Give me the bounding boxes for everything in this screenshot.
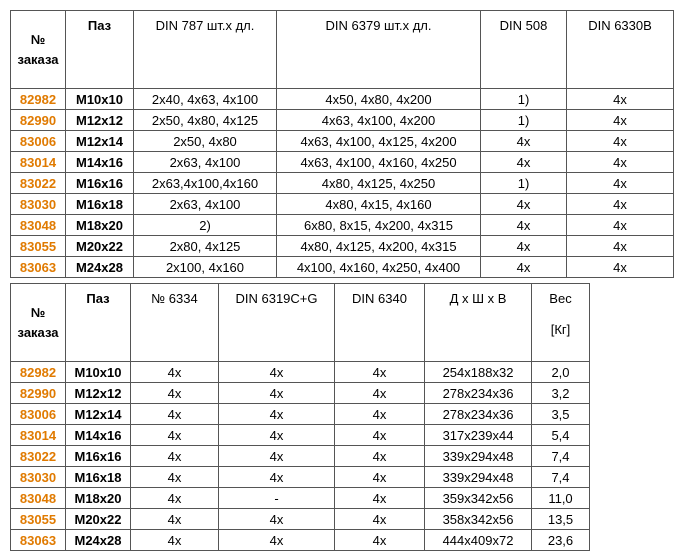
slot-cell: M20x22 — [66, 509, 131, 530]
din787-cell: 2x50, 4x80, 4x125 — [134, 110, 277, 131]
weight-cell: 7,4 — [532, 446, 590, 467]
din508-cell: 1) — [481, 89, 567, 110]
weight-unit: [Кг] — [550, 322, 571, 337]
din6319-cell: 4x — [219, 509, 335, 530]
order-code-cell: 82990 — [11, 383, 66, 404]
slot-cell: M12x14 — [66, 131, 134, 152]
order-code-cell: 83055 — [11, 509, 66, 530]
din508-cell: 1) — [481, 110, 567, 131]
order-code-cell: 83022 — [11, 446, 66, 467]
n6334-cell: 4x — [131, 383, 219, 404]
header-din6319: DIN 6319C+G — [219, 284, 335, 362]
slot-cell: M14x16 — [66, 152, 134, 173]
order-code-cell: 82990 — [11, 110, 66, 131]
order-code-cell: 83014 — [11, 425, 66, 446]
din6330b-cell: 4x — [567, 89, 674, 110]
header-din508: DIN 508 — [481, 11, 567, 89]
din6330b-cell: 4x — [567, 194, 674, 215]
order-code-cell: 83014 — [11, 152, 66, 173]
weight-cell: 3,2 — [532, 383, 590, 404]
din6379-cell: 4x80, 4x15, 4x160 — [277, 194, 481, 215]
order-code-cell: 83030 — [11, 194, 66, 215]
din6340-cell: 4x — [335, 488, 425, 509]
din508-cell: 1) — [481, 173, 567, 194]
order-code-cell: 83022 — [11, 173, 66, 194]
order-code-cell: 83048 — [11, 215, 66, 236]
order-code-cell: 82982 — [11, 362, 66, 383]
order-code-cell: 83055 — [11, 236, 66, 257]
din6319-cell: 4x — [219, 362, 335, 383]
din6340-cell: 4x — [335, 467, 425, 488]
order-code-cell: 83006 — [11, 404, 66, 425]
slot-cell: M12x12 — [66, 383, 131, 404]
weight-cell: 3,5 — [532, 404, 590, 425]
header-din6330b: DIN 6330B — [567, 11, 674, 89]
din6379-cell: 4x50, 4x80, 4x200 — [277, 89, 481, 110]
n6334-cell: 4x — [131, 509, 219, 530]
din6340-cell: 4x — [335, 530, 425, 551]
din6379-cell: 4x80, 4x125, 4x250 — [277, 173, 481, 194]
table-row — [11, 425, 590, 446]
slot-cell: M16x16 — [66, 173, 134, 194]
table-row — [11, 530, 590, 551]
din6319-cell: 4x — [219, 404, 335, 425]
order-code-cell: 83030 — [11, 467, 66, 488]
slot-cell: M14x16 — [66, 425, 131, 446]
slot-cell: M12x14 — [66, 404, 131, 425]
header-slot: Паз — [66, 284, 131, 362]
header-order-number: № заказа — [11, 11, 66, 89]
header-din6340: DIN 6340 — [335, 284, 425, 362]
slot-cell: M24x28 — [66, 530, 131, 551]
n6334-cell: 4x — [131, 530, 219, 551]
din787-cell: 2x100, 4x160 — [134, 257, 277, 278]
header-din787: DIN 787 шт.х дл. — [134, 11, 277, 89]
din6379-cell: 4x63, 4x100, 4x160, 4x250 — [277, 152, 481, 173]
din6340-cell: 4x — [335, 509, 425, 530]
order-code-cell: 83063 — [11, 257, 66, 278]
n6334-cell: 4x — [131, 425, 219, 446]
din6340-cell: 4x — [335, 446, 425, 467]
table-row — [11, 152, 674, 173]
table-row — [11, 488, 590, 509]
slot-cell: M16x18 — [66, 194, 134, 215]
weight-cell: 23,6 — [532, 530, 590, 551]
table-row — [11, 509, 590, 530]
slot-cell: M24x28 — [66, 257, 134, 278]
dimensions-cell: 278x234x36 — [425, 383, 532, 404]
din787-cell: 2x63,4x100,4x160 — [134, 173, 277, 194]
table-row — [11, 131, 674, 152]
din6330b-cell: 4x — [567, 152, 674, 173]
din6379-cell: 4x80, 4x125, 4x200, 4x315 — [277, 236, 481, 257]
order-code-cell: 83048 — [11, 488, 66, 509]
din6330b-cell: 4x — [567, 173, 674, 194]
header-slot: Паз — [66, 11, 134, 89]
din6330b-cell: 4x — [567, 131, 674, 152]
table-row — [11, 362, 590, 383]
n6334-cell: 4x — [131, 446, 219, 467]
order-code-cell: 83006 — [11, 131, 66, 152]
weight-cell: 7,4 — [532, 467, 590, 488]
din6330b-cell: 4x — [567, 236, 674, 257]
n6334-cell: 4x — [131, 467, 219, 488]
din787-cell: 2x80, 4x125 — [134, 236, 277, 257]
slot-cell: M12x12 — [66, 110, 134, 131]
din787-cell: 2x50, 4x80 — [134, 131, 277, 152]
din508-cell: 4x — [481, 257, 567, 278]
dimensions-cell: 444x409x72 — [425, 530, 532, 551]
weight-cell: 13,5 — [532, 509, 590, 530]
din6319-cell: 4x — [219, 425, 335, 446]
din6340-cell: 4x — [335, 383, 425, 404]
dimensions-cell: 278x234x36 — [425, 404, 532, 425]
table-row — [11, 110, 674, 131]
din6379-cell: 4x100, 4x160, 4x250, 4x400 — [277, 257, 481, 278]
din6379-cell: 6x80, 8x15, 4x200, 4x315 — [277, 215, 481, 236]
din787-cell: 2) — [134, 215, 277, 236]
table-row — [11, 383, 590, 404]
din6330b-cell: 4x — [567, 257, 674, 278]
table-row — [11, 89, 674, 110]
n6334-cell: 4x — [131, 488, 219, 509]
din787-cell: 2x63, 4x100 — [134, 194, 277, 215]
header-order-number: № заказа — [11, 284, 66, 362]
din6330b-cell: 4x — [567, 110, 674, 131]
din508-cell: 4x — [481, 236, 567, 257]
din508-cell: 4x — [481, 152, 567, 173]
din6340-cell: 4x — [335, 425, 425, 446]
slot-cell: M18x20 — [66, 488, 131, 509]
table-row — [11, 446, 590, 467]
din787-cell: 2x40, 4x63, 4x100 — [134, 89, 277, 110]
spec-table-2 — [10, 283, 590, 551]
weight-cell: 5,4 — [532, 425, 590, 446]
dimensions-cell: 317x239x44 — [425, 425, 532, 446]
dimensions-cell: 254x188x32 — [425, 362, 532, 383]
table-row — [11, 404, 590, 425]
n6334-cell: 4x — [131, 404, 219, 425]
table-row — [11, 257, 674, 278]
slot-cell: M16x18 — [66, 467, 131, 488]
slot-cell: M18x20 — [66, 215, 134, 236]
dimensions-cell: 339x294x48 — [425, 467, 532, 488]
slot-cell: M16x16 — [66, 446, 131, 467]
weight-cell: 11,0 — [532, 488, 590, 509]
din6379-cell: 4x63, 4x100, 4x125, 4x200 — [277, 131, 481, 152]
din6319-cell: 4x — [219, 446, 335, 467]
spec-table-1 — [10, 10, 674, 278]
weight-cell: 2,0 — [532, 362, 590, 383]
din508-cell: 4x — [481, 131, 567, 152]
order-code-cell: 82982 — [11, 89, 66, 110]
din787-cell: 2x63, 4x100 — [134, 152, 277, 173]
slot-cell: M10x10 — [66, 89, 134, 110]
header-weight: Вес [Кг] — [532, 284, 590, 362]
slot-cell: M20x22 — [66, 236, 134, 257]
header-n6334: № 6334 — [131, 284, 219, 362]
slot-cell: M10x10 — [66, 362, 131, 383]
dimensions-cell: 358x342x56 — [425, 509, 532, 530]
din6330b-cell: 4x — [567, 215, 674, 236]
table-row — [11, 236, 674, 257]
table-row — [11, 173, 674, 194]
dimensions-cell: 359x342x56 — [425, 488, 532, 509]
din6319-cell: 4x — [219, 530, 335, 551]
table-header-row — [11, 284, 590, 362]
din508-cell: 4x — [481, 194, 567, 215]
header-din6379: DIN 6379 шт.х дл. — [277, 11, 481, 89]
din508-cell: 4x — [481, 215, 567, 236]
din6379-cell: 4x63, 4x100, 4x200 — [277, 110, 481, 131]
din6340-cell: 4x — [335, 404, 425, 425]
table-row — [11, 467, 590, 488]
n6334-cell: 4x — [131, 362, 219, 383]
din6319-cell: 4x — [219, 383, 335, 404]
table-header-row — [11, 11, 674, 89]
din6319-cell: - — [219, 488, 335, 509]
dimensions-cell: 339x294x48 — [425, 446, 532, 467]
din6340-cell: 4x — [335, 362, 425, 383]
header-dimensions: Д х Ш х В — [425, 284, 532, 362]
table-row — [11, 194, 674, 215]
table-row — [11, 215, 674, 236]
order-code-cell: 83063 — [11, 530, 66, 551]
din6319-cell: 4x — [219, 467, 335, 488]
